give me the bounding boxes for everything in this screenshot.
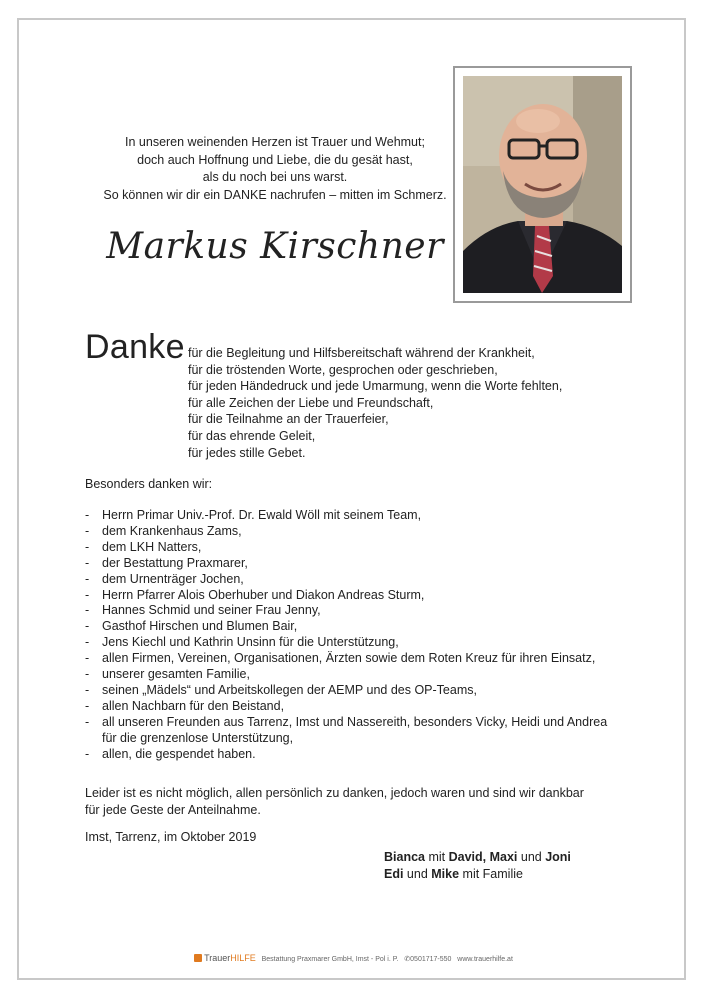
- danke-heading: Danke: [85, 328, 185, 366]
- signature-name: David, Maxi: [448, 850, 518, 864]
- thanks-list-item-text: Hannes Schmid und seiner Frau Jenny,: [102, 603, 321, 618]
- closing-line: für jede Geste der Anteilnahme.: [85, 802, 261, 817]
- poem-line: So können wir dir ein DANKE nachrufen – mitten im Schmerz.: [103, 187, 447, 202]
- signature-connector: mit: [425, 850, 449, 864]
- thanks-list-item: [85, 699, 645, 715]
- closing-text: [85, 785, 645, 818]
- thanks-list-item-text: seinen „Mädels“ und Arbeitskollegen der AEMP und des OP-Teams,: [102, 682, 477, 697]
- signature-name: Mike: [431, 867, 460, 881]
- thanks-list-item: [85, 651, 645, 667]
- signature-line: [384, 849, 571, 866]
- list-dash: -: [85, 571, 90, 586]
- danke-line: für die tröstenden Worte, gesprochen oder geschrieben,: [188, 362, 498, 377]
- portrait-illustration: [463, 76, 622, 293]
- portrait-frame: [453, 66, 632, 303]
- thanks-list-item-text: Jens Kiechl und Kathrin Unsinn für die Unterstützung,: [102, 635, 399, 650]
- thanks-list-item: [85, 556, 645, 572]
- thanks-list-item: [85, 747, 645, 763]
- footer: [0, 953, 707, 963]
- trauerhilfe-logo-icon: [194, 954, 202, 962]
- footer-phone: 0501717-550: [410, 956, 452, 963]
- list-dash: -: [85, 603, 90, 618]
- signature-connector: und: [403, 867, 432, 881]
- list-dash: -: [85, 651, 90, 666]
- poem-text: [85, 134, 465, 204]
- list-dash: -: [85, 619, 90, 634]
- thanks-list-item: [85, 619, 645, 635]
- thanks-list-item-text: dem Krankenhaus Zams,: [102, 523, 242, 538]
- footer-brand-main: Trauer: [204, 953, 231, 963]
- thanks-list-item: [85, 524, 645, 540]
- thanks-list-item-text: dem Urnenträger Jochen,: [102, 571, 244, 586]
- thanks-list-item: [85, 667, 645, 683]
- danke-line: für jedes stille Gebet.: [188, 445, 306, 460]
- poem-line: In unseren weinenden Herzen ist Trauer und Wehmut;: [125, 135, 425, 149]
- poem-line: als du noch bei uns warst.: [202, 170, 348, 185]
- list-dash: -: [85, 746, 90, 761]
- list-dash: -: [85, 539, 90, 554]
- signature: [384, 849, 571, 883]
- signature-name: Joni: [545, 850, 571, 864]
- thanks-list-item-text: unserer gesamten Familie,: [102, 667, 250, 682]
- footer-brand-highlight: HILFE: [230, 953, 256, 963]
- besonders-heading: Besonders danken wir:: [85, 477, 213, 491]
- thanks-list-item: [85, 683, 645, 699]
- place-date: Imst, Tarrenz, im Oktober 2019: [85, 830, 257, 844]
- thanks-list-item-text: allen, die gespendet haben.: [102, 746, 256, 761]
- thanks-list-item-text: Herrn Pfarrer Alois Oberhuber und Diakon Andreas Sturm,: [102, 587, 425, 602]
- portrait-photo: [463, 76, 622, 293]
- deceased-name: Markus Kirschner: [106, 226, 444, 267]
- thanks-list-item-text: für die grenzenlose Unterstützung,: [102, 730, 294, 745]
- danke-line: für das ehrende Geleit,: [188, 428, 316, 443]
- thanks-list: [85, 508, 645, 763]
- footer-company: Bestattung Praxmarer GmbH, Imst - Pol i. P.: [261, 956, 399, 963]
- thanks-list-item-text: allen Firmen, Vereinen, Organisationen, Ärzten sowie dem Roten Kreuz für ihren Einsatz,: [102, 651, 596, 666]
- list-dash: -: [85, 635, 90, 650]
- thanks-list-item: [85, 508, 645, 524]
- thanks-list-item-text: Herrn Primar Univ.-Prof. Dr. Ewald Wöll mit seinem Team,: [102, 508, 422, 522]
- danke-lines: [188, 345, 562, 461]
- signature-line: [384, 866, 571, 883]
- thanks-list-item-text: all unseren Freunden aus Tarrenz, Imst und Nassereith, besonders Vicky, Heidi und Andrea: [102, 714, 608, 729]
- thanks-list-item: [85, 635, 645, 651]
- thanks-list-item: [85, 540, 645, 556]
- danke-line: für die Begleitung und Hilfsbereitschaft während der Krankheit,: [188, 346, 535, 360]
- signature-name: Edi: [384, 867, 404, 881]
- thanks-list-item: [85, 603, 645, 619]
- danke-line: für alle Zeichen der Liebe und Freundschaft,: [188, 395, 434, 410]
- signature-name: Bianca: [384, 850, 425, 864]
- thanks-list-item-text: allen Nachbarn für den Beistand,: [102, 698, 285, 713]
- list-dash: -: [85, 587, 90, 602]
- thanks-list-item-text: der Bestattung Praxmarer,: [102, 555, 248, 570]
- footer-website[interactable]: www.trauerhilfe.at: [457, 956, 513, 963]
- list-dash: -: [85, 698, 90, 713]
- phone-icon: ✆: [404, 956, 411, 963]
- danke-line: für jeden Händedruck und jede Umarmung, wenn die Worte fehlten,: [188, 379, 563, 394]
- signature-connector: mit Familie: [459, 867, 523, 881]
- list-dash: -: [85, 508, 90, 522]
- danke-line: für die Teilnahme an der Trauerfeier,: [188, 412, 389, 427]
- poem-line: doch auch Hoffnung und Liebe, die du gesät hast,: [137, 152, 413, 167]
- thanks-list-item: [85, 572, 645, 588]
- thanks-list-item: [85, 588, 645, 604]
- signature-connector: und: [517, 850, 546, 864]
- thanks-list-item-text: dem LKH Natters,: [102, 539, 202, 554]
- list-dash: -: [85, 682, 90, 697]
- thanks-list-item-text: Gasthof Hirschen und Blumen Bair,: [102, 619, 298, 634]
- footer-brand: [204, 953, 256, 963]
- list-dash: -: [85, 523, 90, 538]
- list-dash: -: [85, 555, 90, 570]
- list-dash: -: [85, 714, 90, 729]
- list-dash: -: [85, 667, 90, 682]
- thanks-list-item: [85, 715, 645, 747]
- closing-line: Leider ist es nicht möglich, allen persönlich zu danken, jedoch waren und sind wir dankbar: [85, 786, 584, 800]
